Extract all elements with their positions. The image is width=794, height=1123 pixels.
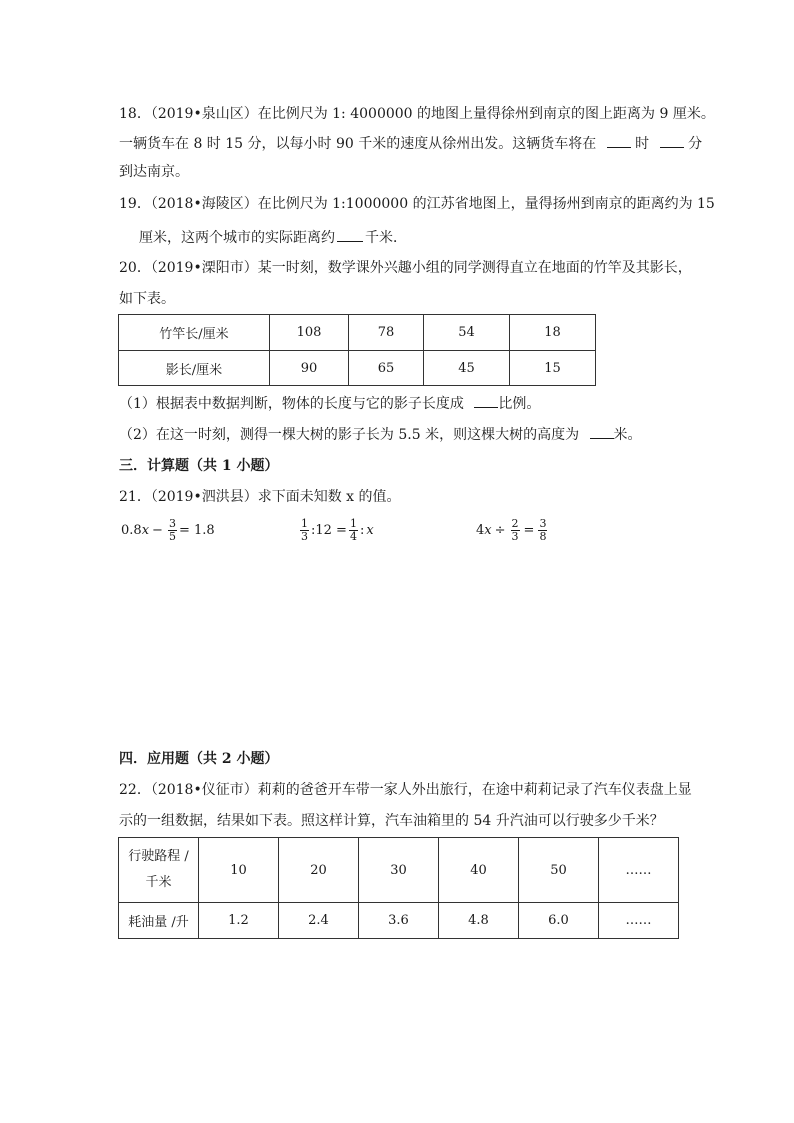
eq3-den2: 8 [539, 530, 547, 543]
answer-blank-height[interactable] [590, 424, 614, 439]
q19-unit: 千米． [365, 230, 407, 246]
table-cell: 10 [199, 838, 279, 903]
q19-line2-text: 厘米，这两个城市的实际距离约 [139, 230, 335, 246]
table-row [119, 315, 596, 351]
q18-line2 [119, 133, 702, 154]
q20-line2: 如下表。 [119, 291, 175, 307]
table-cell: …… [599, 838, 679, 903]
equation-1 [121, 518, 215, 543]
q18-hour-label: 时 [635, 136, 650, 152]
eq3-equals: = [523, 523, 535, 538]
header-distance-line2: 千米 [145, 875, 172, 890]
eq2-den1: 3 [301, 530, 308, 543]
q22-line1: 22．（2018•仪征市）莉莉的爸爸开车带一家人外出旅行，在途中莉莉记录了汽车仪表盘上显 [119, 782, 692, 798]
q20-line1: 20．（2019•溧阳市）某一时刻，数学课外兴趣小组的同学测得直立在地面的竹竿及其影长， [119, 260, 692, 276]
q18-line1: 18．（2019•泉山区）在比例尺为 1: 4000000 的地图上量得徐州到南京的图上距离为 9 厘米。 [119, 106, 715, 122]
table-cell: 15 [510, 351, 596, 386]
table-header-cell: 耗油量 /升 [119, 903, 199, 939]
table-cell: 30 [359, 838, 439, 903]
q20-sub1 [119, 393, 540, 414]
eq3-var: x [484, 523, 492, 538]
q20-sub1-tail: 比例。 [498, 396, 541, 412]
table-cell: 2.4 [279, 903, 359, 939]
table-cell: 6.0 [519, 903, 599, 939]
eq1-minus: − [152, 523, 163, 538]
eq2-colon: : [359, 523, 365, 538]
section-heading-application: 四．应用题（共 2 小题） [119, 751, 279, 767]
eq2-fraction-1 [300, 518, 309, 543]
q20-sub1-text: （1）根据表中数据判断，物体的长度与它的影子长度成 [119, 396, 464, 412]
eq2-var: x [366, 523, 374, 538]
eq3-fraction-2 [538, 518, 547, 543]
table-row [119, 351, 596, 386]
table-header-cell: 竹竿长/厘米 [119, 315, 270, 351]
eq1-coef: 0.8 [121, 523, 142, 538]
table-cell: 65 [349, 351, 424, 386]
bamboo-shadow-table [118, 314, 596, 386]
table-row [119, 838, 679, 903]
table-cell: 4.8 [439, 903, 519, 939]
q18-minute-label: 分 [688, 136, 703, 152]
table-cell: 45 [424, 351, 510, 386]
table-cell: 1.2 [199, 903, 279, 939]
eq1-var: x [141, 523, 150, 538]
table-header-cell [119, 838, 199, 903]
table-cell: 40 [439, 838, 519, 903]
eq3-den1: 3 [511, 530, 519, 543]
table-cell: 78 [349, 315, 424, 351]
eq3-num1: 2 [511, 517, 519, 530]
table-cell: 90 [270, 351, 349, 386]
q19-line1: 19．（2018•海陵区）在比例尺为 1:1000000 的江苏省地图上，量得扬州到南京的距离约为 15 [119, 196, 715, 212]
table-cell: 3.6 [359, 903, 439, 939]
eq1-num: 3 [168, 517, 176, 530]
q20-sub2-tail: 米。 [613, 427, 642, 443]
q18-line3: 到达南京。 [119, 164, 189, 180]
answer-blank-minute[interactable] [660, 133, 684, 148]
q21-line1: 21．（2019•泗洪县）求下面未知数 x 的值。 [119, 489, 401, 505]
table-cell: 108 [270, 315, 349, 351]
eq3-coef: 4 [476, 523, 485, 538]
eq2-mid: :12 = [311, 523, 347, 538]
section-heading-calculation: 三．计算题（共 1 小题） [119, 458, 279, 474]
answer-blank-distance[interactable] [337, 227, 363, 242]
q19-line2 [139, 227, 407, 248]
eq1-rhs: = 1.8 [178, 523, 215, 538]
eq3-fraction-1 [511, 518, 520, 543]
equation-2 [298, 518, 374, 543]
q20-sub2 [119, 424, 642, 445]
table-header-cell: 影长/厘米 [119, 351, 270, 386]
eq1-fraction [168, 518, 177, 543]
eq2-fraction-2 [349, 518, 358, 543]
q20-sub2-text: （2）在这一时刻，测得一棵大树的影子长为 5.5 米，则这棵大树的高度为 [119, 427, 580, 443]
eq3-div: ÷ [494, 523, 506, 538]
eq2-num1: 1 [301, 517, 308, 530]
answer-blank-proportion[interactable] [474, 393, 498, 408]
fuel-consumption-table [118, 837, 679, 939]
table-cell: 20 [279, 838, 359, 903]
table-cell: 54 [424, 315, 510, 351]
eq2-den2: 4 [349, 530, 357, 543]
header-distance-line1: 行驶路程 / [128, 849, 189, 864]
answer-blank-hour[interactable] [607, 133, 631, 148]
equation-3 [476, 518, 549, 543]
q22-line2: 示的一组数据，结果如下表。照这样计算，汽车油箱里的 54 升汽油可以行驶多少千米？ [119, 813, 664, 829]
table-cell: …… [599, 903, 679, 939]
eq3-num2: 3 [539, 517, 547, 530]
eq2-num2: 1 [349, 517, 357, 530]
table-cell: 18 [510, 315, 596, 351]
table-cell: 50 [519, 838, 599, 903]
eq1-den: 5 [168, 530, 176, 543]
table-row [119, 903, 679, 939]
q18-line2-text: 一辆货车在 8 时 15 分，以每小时 90 千米的速度从徐州出发。这辆货车将在 [119, 136, 597, 152]
